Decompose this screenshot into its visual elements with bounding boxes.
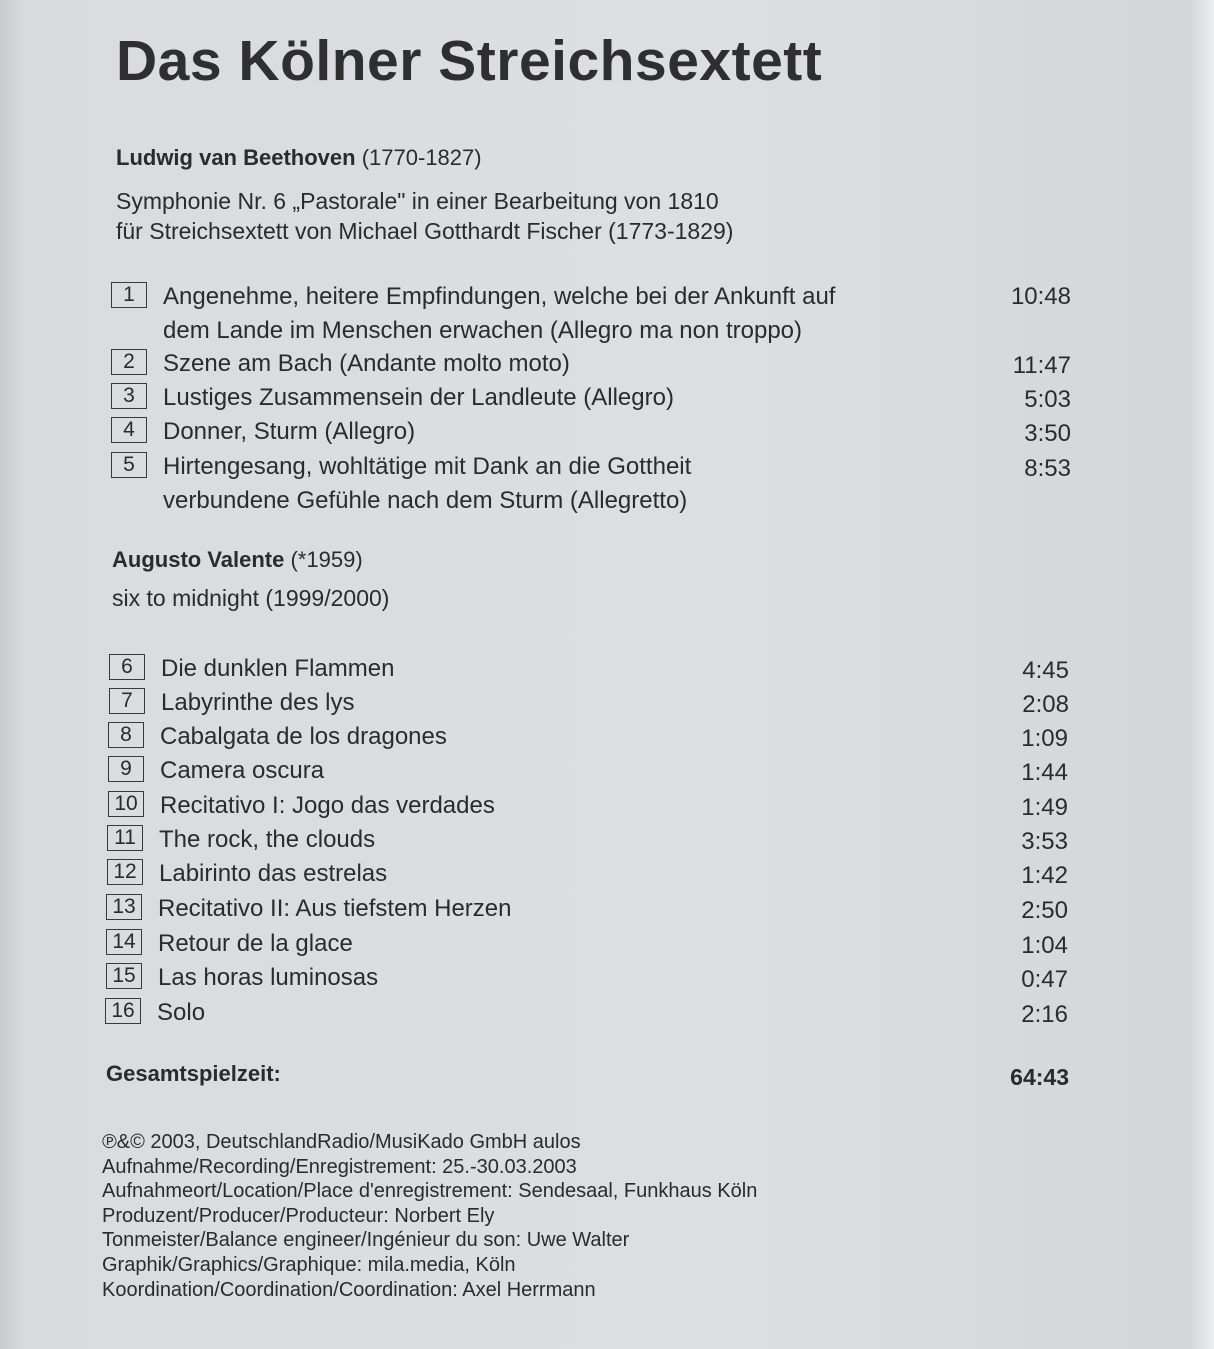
track-title: Las horas luminosas xyxy=(158,964,379,991)
page-title: Das Kölner Streichsextett xyxy=(116,29,823,93)
track-title: Die dunklen Flammen xyxy=(161,655,395,682)
track-1 xyxy=(111,280,1071,348)
work-description xyxy=(116,186,733,246)
page-edge xyxy=(1192,0,1214,1349)
track-title: The rock, the clouds xyxy=(159,826,376,853)
track-title: Szene am Bach (Andante molto moto) xyxy=(163,350,570,377)
work-line: Symphonie Nr. 6 „Pastorale" in einer Bearbeitung von 1810 xyxy=(116,188,719,214)
track-3 xyxy=(111,381,1071,415)
total-duration: 64:43 xyxy=(1010,1064,1069,1090)
composer-valente xyxy=(112,547,363,573)
work-description: six to midnight (1999/2000) xyxy=(112,585,390,611)
track-duration: 4:45 xyxy=(1022,657,1069,684)
track-number: 16 xyxy=(105,998,141,1024)
track-13 xyxy=(106,892,1068,926)
credit-line: Aufnahmeort/Location/Place d'enregistrement: Sendesaal, Funkhaus Köln xyxy=(102,1180,758,1203)
track-duration: 1:44 xyxy=(1021,759,1068,786)
track-duration: 5:03 xyxy=(1024,386,1071,413)
track-duration: 3:50 xyxy=(1024,420,1071,447)
track-title: Recitativo II: Aus tiefstem Herzen xyxy=(158,895,512,922)
credits xyxy=(102,1130,757,1302)
credit-line: Tonmeister/Balance engineer/Ingénieur du son: Uwe Walter xyxy=(102,1229,630,1252)
track-number: 7 xyxy=(109,688,145,714)
track-15 xyxy=(106,961,1068,995)
track-title: Labirinto das estrelas xyxy=(159,860,388,887)
track-number: 5 xyxy=(111,452,147,478)
credit-line: Aufnahme/Recording/Enregistrement: 25.-30.03.2003 xyxy=(102,1155,577,1178)
track-number: 10 xyxy=(108,791,144,817)
track-duration: 2:08 xyxy=(1022,691,1069,718)
track-number: 13 xyxy=(106,894,142,920)
track-title: Labyrinthe des lys xyxy=(161,689,355,716)
composer-name: Ludwig van Beethoven xyxy=(116,145,356,170)
track-title: Donner, Sturm (Allegro) xyxy=(163,418,416,445)
credit-line: Koordination/Coordination/Coordination: Axel Herrmann xyxy=(102,1278,596,1301)
track-title: Recitativo I: Jogo das verdades xyxy=(160,792,495,819)
track-title: Cabalgata de los dragones xyxy=(160,723,447,750)
track-number: 9 xyxy=(108,756,144,782)
track-6 xyxy=(109,652,1069,686)
credit-line: Produzent/Producer/Producteur: Norbert Ely xyxy=(102,1204,495,1227)
composer-years: (*1959) xyxy=(290,547,363,572)
track-5 xyxy=(111,450,1071,518)
track-12 xyxy=(107,857,1068,891)
credit-line: ℗&© 2003, DeutschlandRadio/MusiKado GmbH aulos xyxy=(102,1131,581,1153)
track-number: 11 xyxy=(107,825,143,851)
track-10 xyxy=(108,789,1068,823)
track-duration: 1:04 xyxy=(1021,932,1068,959)
track-2 xyxy=(111,347,1071,381)
track-duration: 1:49 xyxy=(1021,794,1068,821)
track-11 xyxy=(107,823,1068,857)
track-title: Solo xyxy=(157,999,206,1026)
track-duration: 10:48 xyxy=(1010,283,1071,310)
track-number: 12 xyxy=(107,859,143,885)
track-8 xyxy=(108,720,1068,754)
track-title-cont: dem Lande im Menschen erwachen (Allegro ma non troppo) xyxy=(163,317,803,344)
track-title: Camera oscura xyxy=(160,757,325,784)
track-duration: 1:42 xyxy=(1021,862,1068,889)
track-7 xyxy=(109,686,1069,720)
composer-years: (1770-1827) xyxy=(361,145,482,170)
track-title: Angenehme, heitere Empfindungen, welche bei der Ankunft auf xyxy=(163,283,836,310)
track-number: 8 xyxy=(108,722,144,748)
track-number: 14 xyxy=(106,929,142,955)
track-duration: 0:47 xyxy=(1021,966,1068,993)
track-number: 2 xyxy=(111,349,147,375)
track-number: 1 xyxy=(111,282,147,308)
track-duration: 8:53 xyxy=(1024,455,1071,482)
track-number: 4 xyxy=(111,417,147,443)
track-title: Lustiges Zusammensein der Landleute (Allegro) xyxy=(163,384,674,411)
track-number: 3 xyxy=(111,383,147,409)
track-duration: 2:50 xyxy=(1021,897,1068,924)
composer-name: Augusto Valente xyxy=(112,547,285,572)
work-line: für Streichsextett von Michael Gotthardt Fischer (1773-1829) xyxy=(116,218,734,244)
credit-line: Graphik/Graphics/Graphique: mila.media, Köln xyxy=(102,1253,516,1276)
track-duration: 1:09 xyxy=(1021,725,1068,752)
track-14 xyxy=(106,927,1068,961)
track-4 xyxy=(111,415,1071,449)
track-title-cont: verbundene Gefühle nach dem Sturm (Allegretto) xyxy=(163,487,688,514)
track-number: 15 xyxy=(106,963,142,989)
track-9 xyxy=(108,754,1068,788)
composer-beethoven xyxy=(116,145,482,171)
track-duration: 2:16 xyxy=(1021,1001,1068,1028)
track-number: 6 xyxy=(109,654,145,680)
total-label: Gesamtspielzeit: xyxy=(106,1061,281,1086)
track-16 xyxy=(105,996,1068,1030)
track-title: Hirtengesang, wohltätige mit Dank an die Gottheit xyxy=(163,453,692,480)
track-duration: 3:53 xyxy=(1021,828,1068,855)
track-title: Retour de la glace xyxy=(158,930,353,957)
track-duration: 11:47 xyxy=(1012,352,1071,379)
